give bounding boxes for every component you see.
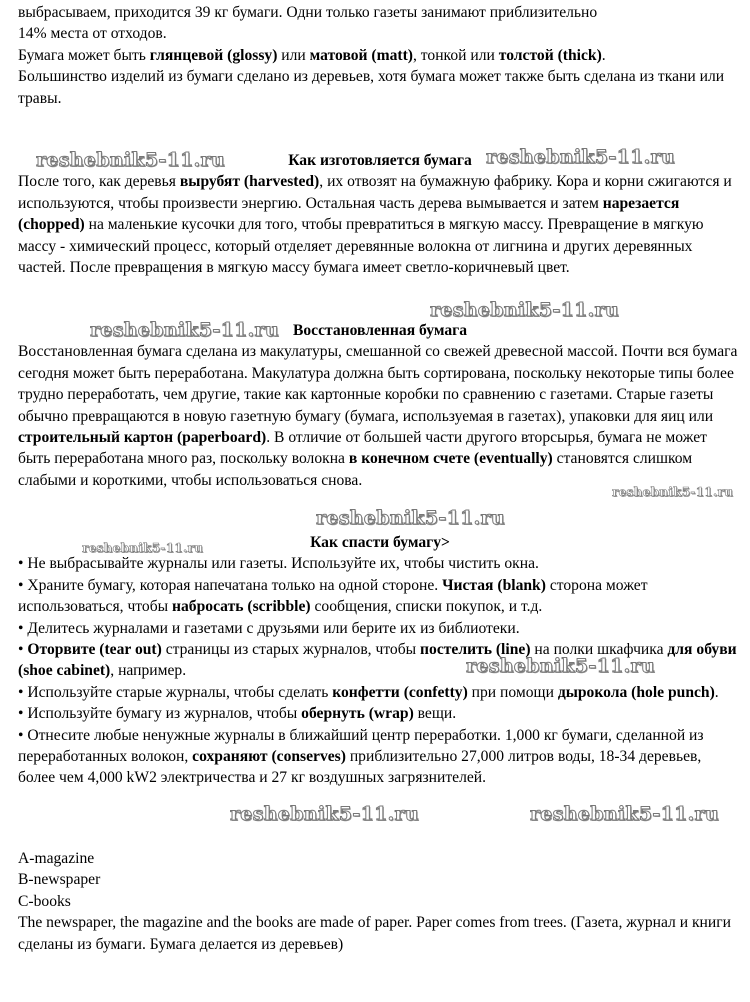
watermark: reshebnik5-11.ru (90, 319, 279, 341)
watermark: reshebnik5-11.ru (36, 149, 225, 171)
intro-line-2: 14% места от отходов. (18, 25, 167, 43)
list-item: • Используйте бумагу из журналов, чтобы обернуть (wrap) вещи. (18, 705, 457, 723)
list-item: • Отнесите любые ненужные журналы в ближайший центр переработки. 1,000 кг бумаги, сделанной из переработанных волокон, сохраняют (conserves) приблизительно 27,000 литров воды, 18-34 деревьев, более чем 4,000 kW2 электричества и 27 кг воздушных загрязнителей. (18, 726, 704, 787)
section-body-recycled: Восстановленная бумага сделана из макулатуры, смешанной со свежей древесной массой. Почти вся бумага сегодня может быть переработана. Макулатура должна быть сортирована, поскольку некоторые типы более трудно переработать, чем другие, такие как картонные коробки по сравнению с газетами. Старые газеты обычно превращаются в новую газетную бумагу (бумага, используемая в газетах), упаковки для яиц или строительный картон (paperboard). В отличие от большей части другого вторсырья, бумага не может быть переработана много раз, поскольку волокна в конечном счете (eventually) становятся слишком слабыми и короткими, чтобы использоваться снова. (18, 343, 738, 489)
watermark: reshebnik5-11.ru (230, 803, 419, 825)
paper-types-paragraph: Бумага может быть глянцевой (glossy) или матовой (matt), тонкой или толстой (thick). (18, 46, 606, 64)
watermark: reshebnik5-11.ru (82, 541, 204, 555)
list-item: • Храните бумагу, которая напечатана только на одной стороне. Чистая (blank) сторона может использоваться, чтобы набросать (scribble) сообщения, списки покупок, и т.д. (18, 576, 648, 616)
section-heading-save: Как спасти бумагу> (310, 534, 450, 551)
intro-line-1: выбрасываем, приходится 39 кг бумаги. Одни только газеты занимают приблизительно (18, 4, 598, 21)
watermark: reshebnik5-11.ru (486, 146, 675, 168)
answer-a: A-magazine (18, 850, 95, 867)
section-heading-how-made: Как изготовляется бумага (288, 152, 472, 169)
paper-source-paragraph: Большинство изделий из бумаги сделано из деревьев, хотя бумага может также быть сделана из ткани или травы. (18, 68, 725, 107)
watermark: reshebnik5-11.ru (612, 485, 734, 499)
intro-section (18, 2, 742, 109)
section-heading-recycled: Восстановленная бумага (292, 322, 468, 339)
watermark: reshebnik5-11.ru (316, 507, 505, 529)
list-item: • Не выбрасывайте журналы или газеты. Используйте их, чтобы чистить окна. (18, 555, 539, 573)
list-item: • Используйте старые журналы, чтобы сделать конфетти (confetty) при помощи дырокола (hole punch). (18, 683, 719, 701)
section-recycled-paper (18, 320, 742, 491)
watermark: reshebnik5-11.ru (430, 299, 619, 321)
list-item: • Оторвите (tear out) страницы из старых журналов, чтобы постелить (line) на полки шкафчика для обуви (shoe cabinet), например. (18, 641, 737, 680)
answer-summary: The newspaper, the magazine and the books are made of paper. Paper comes from trees. (Газета, журнал и книги сделаны из бумаги. Бумага делается из деревьев) (18, 914, 731, 953)
list-item: • Делитесь журналами и газетами с друзьями или берите их из библиотеки. (18, 619, 520, 637)
section-body-how-made: После того, как деревья вырубят (harvested), их отвозят на бумажную фабрику. Кора и корни сжигаются и используются, чтобы произвести энергию. Остальная часть дерева вымывается и затем нарезается (chopped) на маленькие кусочки для того, чтобы превратиться в мягкую массу. Превращение в мягкую массу - химический процесс, который отделяет деревянные волокна от лигнина и других деревянных частей. После превращения в мягкую массу бумага имеет светло-коричневый цвет. (18, 173, 732, 277)
answer-c: C-books (18, 892, 71, 910)
answers-section (18, 848, 742, 955)
watermark: reshebnik5-11.ru (530, 803, 719, 825)
watermark: reshebnik5-11.ru (466, 655, 655, 677)
answer-b: B-newspaper (18, 871, 101, 889)
